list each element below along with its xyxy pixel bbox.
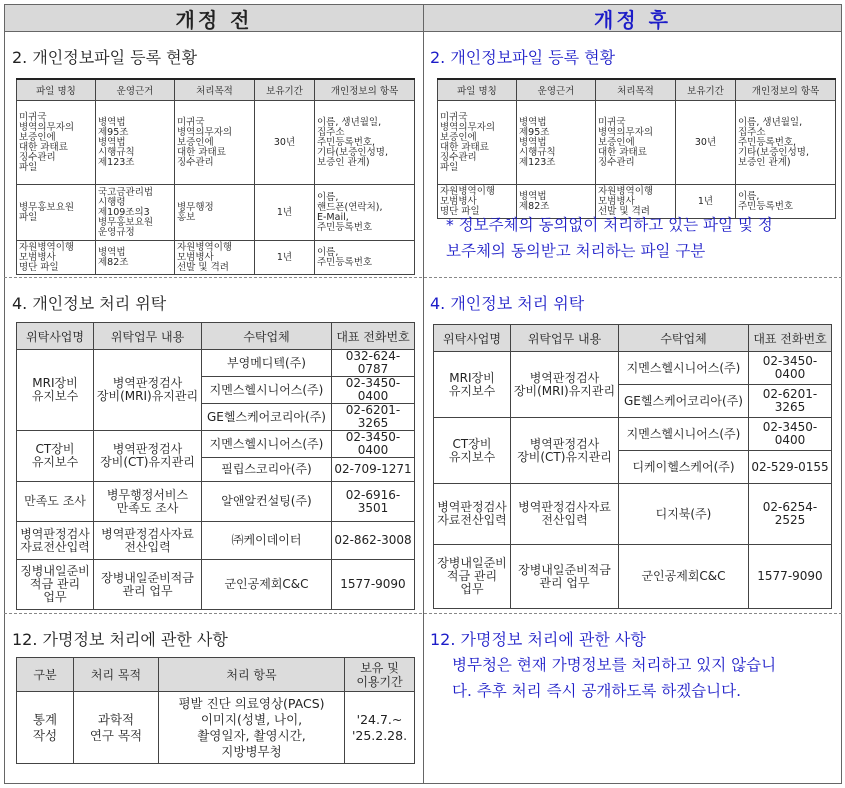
table-row xyxy=(17,692,415,764)
table-cell: 통계 작성 xyxy=(17,692,74,764)
table-cell: 자원병역이행 모범병사 선발 및 격려 xyxy=(596,185,676,219)
consign-task: 병역판정검사 장비(MRI)유지관리 xyxy=(94,350,202,431)
vendor-name: 디케이헬스케어(주) xyxy=(619,451,749,484)
vendor-phone: 02-6201-3265 xyxy=(332,404,415,431)
table-row xyxy=(434,484,832,545)
consign-name: CT장비 유지보수 xyxy=(434,418,511,484)
vendor-phone: 02-709-1271 xyxy=(332,458,415,482)
table-row xyxy=(438,101,836,185)
after-s4-title: 4. 개인정보 처리 위탁 xyxy=(430,294,585,313)
consign-name: 만족도 조사 xyxy=(17,482,94,522)
table-row xyxy=(17,431,415,458)
column-header: 구분 xyxy=(17,658,74,692)
before-s4-title: 4. 개인정보 처리 위탁 xyxy=(12,294,167,313)
table-cell: 병무행정 홍보 xyxy=(175,185,255,241)
consign-name: MRI장비 유지보수 xyxy=(434,352,511,418)
table-row xyxy=(434,418,832,451)
table-cell: 병역법 제95조 병역법 시행규칙 제123조 xyxy=(96,101,175,185)
after-s12-title: 12. 가명정보 처리에 관한 사항 xyxy=(430,630,646,649)
table-row xyxy=(17,101,415,185)
vendor-phone: 02-3450-0400 xyxy=(332,431,415,458)
column-header: 처리목적 xyxy=(596,79,676,101)
column-header: 파일 명칭 xyxy=(438,79,517,101)
table-cell: 이름, 주민등록번호 xyxy=(736,185,836,219)
table-cell: 평발 진단 의료영상(PACS) 이미지(성별, 나이, 촬영일자, 촬영시간, 지방병무청 xyxy=(159,692,345,764)
table-cell: 자원병역이행 모범병사 선발 및 격려 xyxy=(175,241,255,275)
table-cell: 자원병역이행 모범병사 명단 파일 xyxy=(438,185,517,219)
vendor-phone: 02-529-0155 xyxy=(749,451,832,484)
vendor-name: 지멘스헬시니어스(주) xyxy=(202,377,332,404)
table-header-row xyxy=(17,79,415,101)
table-cell: 과학적 연구 목적 xyxy=(74,692,159,764)
table-cell: 1년 xyxy=(676,185,736,219)
consign-task: 장병내일준비적금 관리 업무 xyxy=(511,545,619,609)
consign-name: 병역판정검사 자료전산입력 xyxy=(434,484,511,545)
header-divider xyxy=(4,31,842,32)
column-header: 수탁업체 xyxy=(202,323,332,350)
table-cell: 미귀국 병역의무자의 보증인에 대한 과태료 징수관리 xyxy=(596,101,676,185)
table-cell: 병역법 제82조 xyxy=(517,185,596,219)
table-cell: 이름, 주민등록번호 xyxy=(315,241,415,275)
vendor-phone: 1577-9090 xyxy=(332,560,415,610)
before-consign-table xyxy=(16,322,415,610)
table-cell: 자원병역이행 모범병사 명단 파일 xyxy=(17,241,96,275)
consign-task: 병역판정검사 장비(CT)유지관리 xyxy=(511,418,619,484)
consign-name: 병역판정검사 자료전산입력 xyxy=(17,522,94,560)
column-header: 위탁업무 내용 xyxy=(94,323,202,350)
table-row xyxy=(434,545,832,609)
before-pseudonym-table xyxy=(16,657,415,764)
table-cell: 병무홍보요원 파일 xyxy=(17,185,96,241)
header-after: 개정 후 xyxy=(424,5,841,31)
table-cell: 30년 xyxy=(676,101,736,185)
table-cell: 이름, 생년월일, 집주소 주민등록번호, 기타(보증인성명, 보증인 관계) xyxy=(315,101,415,185)
vendor-name: 디지북(주) xyxy=(619,484,749,545)
consign-task: 장병내일준비적금 관리 업무 xyxy=(94,560,202,610)
vendor-phone: 02-3450-0400 xyxy=(332,377,415,404)
column-header: 처리 항목 xyxy=(159,658,345,692)
vendor-name: ㈜케이데이터 xyxy=(202,522,332,560)
table-row xyxy=(17,350,415,377)
vendor-name: 필립스코리아(주) xyxy=(202,458,332,482)
table-row xyxy=(17,522,415,560)
table-cell: '24.7.~ '25.2.28. xyxy=(345,692,415,764)
column-divider xyxy=(423,4,424,784)
header-before: 개정 전 xyxy=(5,5,423,31)
column-header: 위탁사업명 xyxy=(434,325,511,352)
vendor-phone: 02-862-3008 xyxy=(332,522,415,560)
column-header: 보유 및 이용기간 xyxy=(345,658,415,692)
vendor-name: 부영메디텍(주) xyxy=(202,350,332,377)
vendor-phone: 02-6201-3265 xyxy=(749,385,832,418)
after-consign-table xyxy=(433,324,832,609)
before-file-table xyxy=(16,78,415,275)
before-s2-title: 2. 개인정보파일 등록 현황 xyxy=(12,48,198,67)
column-header: 파일 명칭 xyxy=(17,79,96,101)
vendor-name: 지멘스헬시니어스(주) xyxy=(619,352,749,385)
column-header: 대표 전화번호 xyxy=(749,325,832,352)
column-header: 보유기간 xyxy=(255,79,315,101)
table-row xyxy=(434,352,832,385)
column-header: 운영근거 xyxy=(517,79,596,101)
vendor-name: 군인공제회C&C xyxy=(202,560,332,610)
column-header: 운영근거 xyxy=(96,79,175,101)
vendor-phone: 02-6916-3501 xyxy=(332,482,415,522)
vendor-phone: 02-3450-0400 xyxy=(749,418,832,451)
table-cell: 30년 xyxy=(255,101,315,185)
table-header-row xyxy=(438,79,836,101)
table-cell: 1년 xyxy=(255,185,315,241)
vendor-phone: 1577-9090 xyxy=(749,545,832,609)
column-header: 대표 전화번호 xyxy=(332,323,415,350)
table-row xyxy=(17,185,415,241)
table-cell: 미귀국 병역의무자의 보증인에 대한 과태료 징수관리 xyxy=(175,101,255,185)
consign-name: 징병내일준비 적금 관리 업무 xyxy=(17,560,94,610)
table-cell: 미귀국 병역의무자의 보증인에 대한 과태료 징수관리 파일 xyxy=(438,101,517,185)
consign-task: 병역판정검사자료 전산입력 xyxy=(94,522,202,560)
table-cell: 이름, 핸드폰(연락처), E-Mail, 주민등록번호 xyxy=(315,185,415,241)
row-divider-1 xyxy=(4,277,842,278)
vendor-phone: 02-3450-0400 xyxy=(749,352,832,385)
vendor-phone: 02-6254-2525 xyxy=(749,484,832,545)
consign-name: CT장비 유지보수 xyxy=(17,431,94,482)
vendor-name: 알앤알컨설팅(주) xyxy=(202,482,332,522)
after-file-table xyxy=(437,78,836,219)
table-header-row xyxy=(17,658,415,692)
column-header: 보유기간 xyxy=(676,79,736,101)
table-cell: 이름, 생년월일, 집주소 주민등록번호, 기타(보증인성명, 보증인 관계) xyxy=(736,101,836,185)
consign-name: MRI장비 유지보수 xyxy=(17,350,94,431)
column-header: 처리목적 xyxy=(175,79,255,101)
table-row xyxy=(17,482,415,522)
after-s2-title: 2. 개인정보파일 등록 현황 xyxy=(430,48,616,67)
row-divider-2 xyxy=(4,613,842,614)
column-header: 위탁사업명 xyxy=(17,323,94,350)
table-row xyxy=(17,241,415,275)
vendor-name: 지멘스헬시니어스(주) xyxy=(619,418,749,451)
table-header-row xyxy=(17,323,415,350)
column-header: 수탁업체 xyxy=(619,325,749,352)
consign-task: 병역판정검사자료 전산입력 xyxy=(511,484,619,545)
column-header: 위탁업무 내용 xyxy=(511,325,619,352)
table-header-row xyxy=(434,325,832,352)
vendor-name: 지멘스헬시니어스(주) xyxy=(202,431,332,458)
column-header: 개인정보의 항목 xyxy=(736,79,836,101)
vendor-name: GE헬스케어코리아(주) xyxy=(202,404,332,431)
before-s12-title: 12. 가명정보 처리에 관한 사항 xyxy=(12,630,228,649)
vendor-name: GE헬스케어코리아(주) xyxy=(619,385,749,418)
table-cell: 병역법 제95조 병역법 시행규칙 제123조 xyxy=(517,101,596,185)
table-cell: 미귀국 병역의무자의 보증인에 대한 과태료 징수관리 파일 xyxy=(17,101,96,185)
column-header: 처리 목적 xyxy=(74,658,159,692)
after-s12-text: 병무청은 현재 가명정보를 처리하고 있지 않습니 다. 추후 처리 즉시 공개하도록 하겠습니다. xyxy=(452,656,777,700)
after-s2-note: * 정보주체의 동의없이 처리하고 있는 파일 및 정 보주체의 동의받고 처리하는 파일 구분 xyxy=(446,216,773,260)
column-header: 개인정보의 항목 xyxy=(315,79,415,101)
consign-task: 병역판정검사 장비(MRI)유지관리 xyxy=(511,352,619,418)
table-row xyxy=(17,560,415,610)
consign-name: 장병내일준비 적금 관리 업무 xyxy=(434,545,511,609)
vendor-phone: 032-624-0787 xyxy=(332,350,415,377)
consign-task: 병무행정서비스 만족도 조사 xyxy=(94,482,202,522)
consign-task: 병역판정검사 장비(CT)유지관리 xyxy=(94,431,202,482)
table-cell: 국고금관리법 시행령 제109조의3 병무홍보요원 운영규정 xyxy=(96,185,175,241)
table-cell: 1년 xyxy=(255,241,315,275)
vendor-name: 군인공제회C&C xyxy=(619,545,749,609)
table-cell: 병역법 제82조 xyxy=(96,241,175,275)
